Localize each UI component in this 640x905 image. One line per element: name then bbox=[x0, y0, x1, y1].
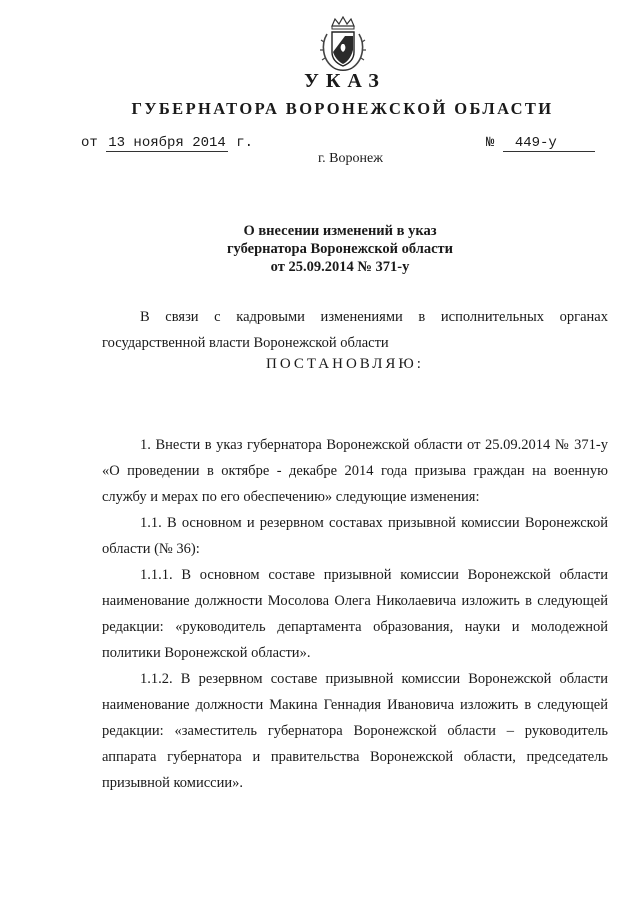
preamble-paragraph: В связи с кадровыми изменениями в исполнительных органах государственной власти Воронежской области bbox=[102, 309, 608, 351]
decree-date bbox=[81, 135, 253, 152]
decree-title: УКАЗ bbox=[304, 70, 386, 92]
date-suffix: г. bbox=[236, 135, 254, 151]
voronezh-coat-of-arms-icon bbox=[318, 16, 368, 74]
document-subject bbox=[0, 222, 640, 276]
number-prefix: № bbox=[486, 135, 495, 151]
item-paragraph: 1.1. В основном и резервном составах призывной комиссии Воронежской области (№ 36): bbox=[102, 515, 608, 557]
decree-word: ПОСТАНОВЛЯЮ: bbox=[266, 356, 424, 372]
item-paragraph: 1. Внести в указ губернатора Воронежской области от 25.09.2014 № 371-у «О проведении в октябре - декабре 2014 года призыва граждан на военную службу и мерах по его обеспечению» следующие изменения: bbox=[102, 437, 608, 505]
decree-items bbox=[102, 432, 608, 796]
issuer-title: ГУБЕРНАТОРА ВОРОНЕЖСКОЙ ОБЛАСТИ bbox=[131, 99, 554, 118]
subject-line: губернатора Воронежской области bbox=[226, 241, 454, 257]
city: г. Воронеж bbox=[318, 151, 383, 166]
number-value: 449-у bbox=[503, 135, 595, 152]
subject-line: О внесении изменений в указ bbox=[243, 223, 437, 239]
item-paragraph: 1.1.2. В резервном составе призывной комиссии Воронежской области наименование должности Макина Геннадия Ивановича изложить в следующей редакции: «заместитель губернатора Воронежской области – руководитель аппарата губернатора и правительства Воронежской области, председатель призывной комиссии». bbox=[102, 671, 608, 791]
subject-line: от 25.09.2014 № 371-у bbox=[270, 259, 410, 275]
date-prefix: от bbox=[81, 135, 98, 151]
date-value: 13 ноября 2014 bbox=[108, 135, 226, 151]
decree-number bbox=[486, 135, 595, 152]
item-paragraph: 1.1.1. В основном составе призывной комиссии Воронежской области наименование должности Мосолова Олега Николаевича изложить в следующей редакции: «руководитель департамента образования, науки и молодежной политики Воронежской области». bbox=[102, 567, 608, 661]
preamble-block bbox=[102, 304, 608, 356]
